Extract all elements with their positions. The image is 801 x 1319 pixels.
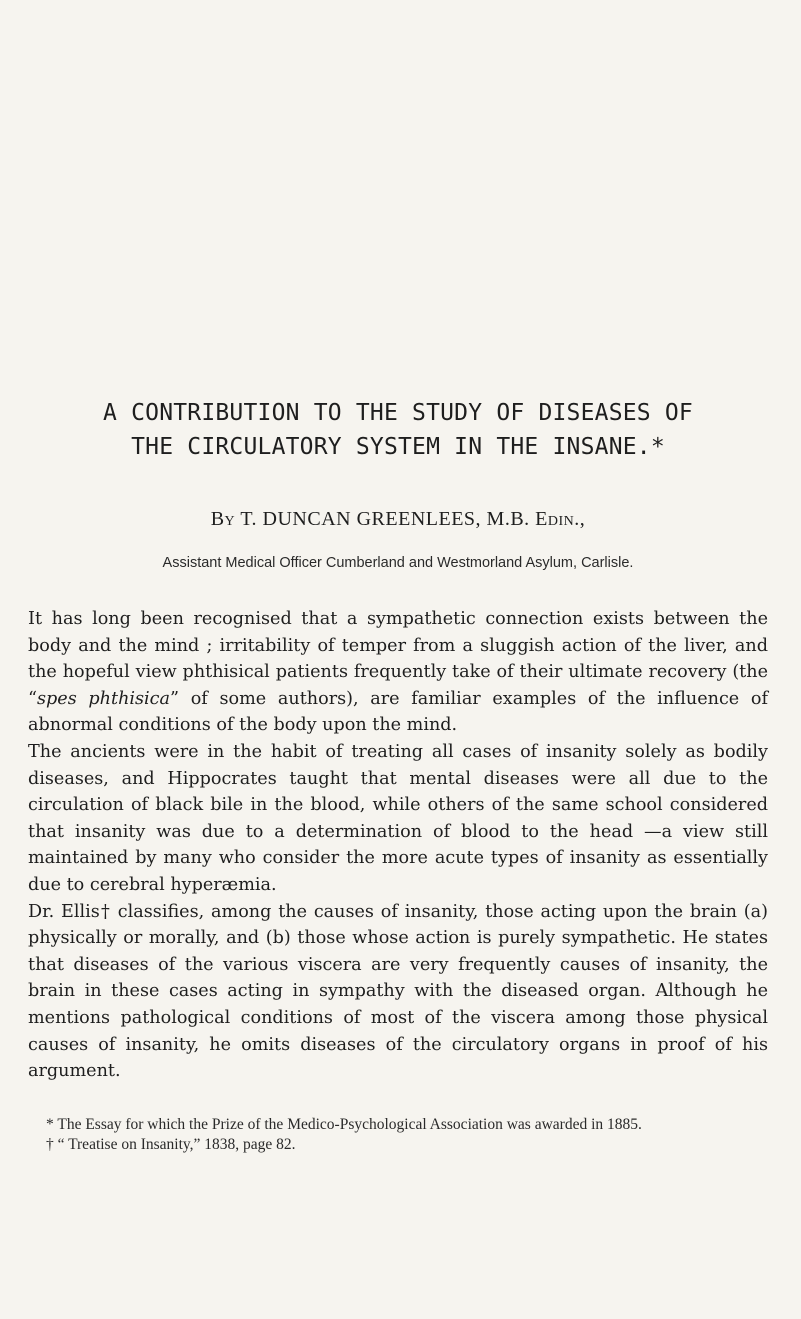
author-name: T. DUNCAN GREENLEES, M.B.: [240, 508, 530, 530]
footnote-1: * The Essay for which the Prize of the Medico-Psychological Association was awarded in 1885.: [46, 1115, 642, 1133]
article-page: [28, 396, 768, 1155]
article-title: [28, 396, 768, 464]
paragraph-3: Dr. Ellis† classifies, among the causes of insanity, those acting upon the brain (a) physically or morally, and (b) those whose action is purely sympathetic. He states that diseases of the various viscera are very frequently causes of insanity, the brain in these cases acting in sympathy with the diseased organ. Although he mentions pathological conditions of most of the viscera among those physical causes of insanity, he omits diseases of the circulatory organs in proof of his argument.: [28, 901, 768, 1082]
author-byline: [28, 508, 768, 531]
article-body: [28, 606, 768, 1085]
author-affiliation: Assistant Medical Officer Cumberland and Westmorland Asylum, Carlisle.: [162, 555, 634, 571]
paragraph-1-text-a: It has long been recognised that a sympathetic connection exists between the body and the mind ; irritability of temper from a sluggish action of the liver, and the hopeful view phthisical patients frequently take of their ultimate recovery (the “: [28, 609, 768, 709]
title-line-2: THE CIRCULATORY SYSTEM IN THE INSANE.*: [131, 434, 665, 460]
paragraph-1: [28, 606, 768, 739]
footnotes: [28, 1115, 768, 1155]
paragraph-1-italic: spes phthisica: [37, 688, 171, 709]
footnote-2: † “ Treatise on Insanity,” 1838, page 82.: [46, 1135, 296, 1153]
title-line-1: A CONTRIBUTION TO THE STUDY OF DISEASES OF: [103, 400, 693, 426]
paragraph-1-text-b: ” of some authors), are familiar examples of the influence of abnormal conditions of the body upon the mind.: [28, 688, 768, 736]
byline-by: By: [210, 508, 236, 530]
paragraph-2: The ancients were in the habit of treating all cases of insanity solely as bodily diseases, and Hippocrates taught that mental diseases were all due to the circulation of black bile in the blood, while others of the same school considered that insanity was due to a determination of blood to the head —a view still maintained by many who consider the more acute types of insanity as essentially due to cerebral hyperæmia.: [28, 741, 768, 895]
author-degree: Edin.,: [535, 508, 586, 530]
